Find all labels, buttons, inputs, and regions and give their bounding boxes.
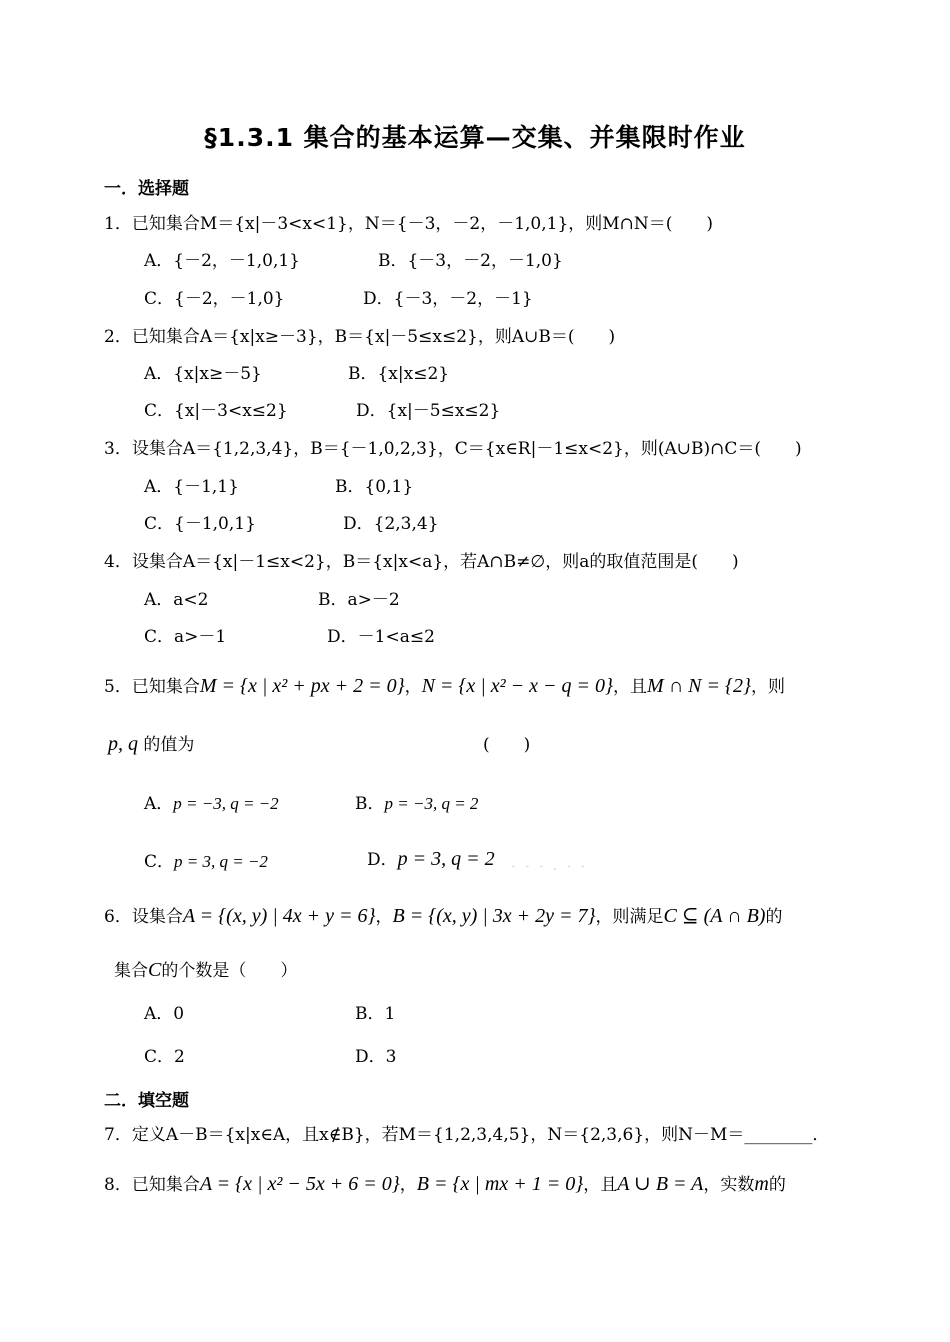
question-8-set-b: B = {x | mx + 1 = 0} — [416, 1173, 584, 1195]
question-6-text-count: 的个数是（ ） — [161, 961, 298, 981]
question-3-option-a: A．{－1,1} — [144, 477, 239, 497]
question-5-option-a-math: p = −3, q = −2 — [173, 794, 279, 813]
question-4-option-c: C．a>－1 — [144, 627, 227, 647]
question-6-set-b: B = {(x, y) | 3x + 2y = 7} — [392, 905, 596, 927]
question-6-stem — [104, 902, 782, 928]
question-5-faint-marks: - - - , - - — [512, 862, 589, 872]
question-8-text-b: ， — [399, 1175, 417, 1195]
question-5-answer-paren: ( ) — [483, 735, 531, 755]
question-5-text-d: ，则 — [750, 677, 785, 697]
question-6-c: C — [148, 959, 162, 981]
question-3-option-b: B．{0,1} — [335, 477, 414, 497]
question-6-text-c: ，则满足 — [595, 907, 664, 927]
question-5-option-c-label: C． — [144, 852, 175, 872]
question-8-set-a: A = {x | x² − 5x + 6 = 0} — [199, 1173, 400, 1195]
question-8-text-a: 8．已知集合 — [104, 1175, 200, 1195]
question-8-stem — [104, 1170, 786, 1196]
question-6-option-a: A．0 — [144, 1004, 185, 1024]
question-2-stem: 2．已知集合A＝{x|x≥－3}，B＝{x|－5≤x≤2}，则A∪B＝( ) — [104, 327, 616, 347]
question-6-subset: C ⊆ (A ∩ B) — [663, 905, 766, 927]
question-5-option-c — [144, 847, 268, 872]
question-5-stem-line2 — [108, 730, 194, 756]
question-4-stem: 4．设集合A＝{x|－1≤x<2}，B＝{x|x<a}，若A∩B≠∅，则a的取值范围是( ) — [104, 552, 739, 572]
question-2-option-c: C．{x|－3<x≤2} — [144, 401, 288, 421]
question-2-option-a: A．{x|x≥－5} — [144, 364, 262, 384]
question-5-text-a: 5．已知集合 — [104, 677, 200, 697]
question-6-text-b: ， — [375, 907, 393, 927]
question-3-option-d: D．{2,3,4} — [343, 514, 439, 534]
question-5-text-b: ， — [404, 677, 422, 697]
question-6-text-a: 6．设集合 — [104, 907, 183, 927]
question-4-option-a: A．a<2 — [144, 590, 209, 610]
question-6-text-d: 的 — [765, 907, 783, 927]
question-5-pq: p, q — [108, 733, 138, 755]
question-6-option-c: C．2 — [144, 1047, 185, 1067]
question-5-option-d-label: D． — [367, 850, 398, 870]
question-5-value-text: 的值为 — [143, 735, 195, 755]
question-6-option-d: D．3 — [355, 1047, 397, 1067]
question-3-stem: 3．设集合A＝{1,2,3,4}，B＝{－1,0,2,3}，C＝{x∈R|－1≤x<2}，则(A∪B)∩C＝( ) — [104, 439, 802, 459]
page-title: §1.3.1 集合的基本运算—交集、并集限时作业 — [204, 123, 746, 152]
question-1-option-c: C．{－2，－1,0} — [144, 289, 285, 309]
question-2-option-d: D．{x|－5≤x≤2} — [356, 401, 501, 421]
question-8-text-e: 的 — [768, 1175, 786, 1195]
question-1-option-b: B．{－3，－2，－1,0} — [378, 251, 563, 271]
question-8-union: A ∪ B = A — [617, 1173, 704, 1195]
question-5-option-b-label: B． — [355, 794, 385, 814]
question-1-option-d: D．{－3，－2，－1} — [363, 289, 533, 309]
question-5-set-n: N = {x | x² − x − q = 0} — [421, 675, 614, 697]
section-heading-fill: 二．填空题 — [104, 1091, 189, 1111]
question-5-set-m: M = {x | x² + px + 2 = 0} — [199, 675, 405, 697]
question-8-m: m — [754, 1173, 769, 1195]
question-6-text-set: 集合 — [114, 961, 148, 981]
question-6-option-b: B．1 — [355, 1004, 396, 1024]
question-4-option-b: B．a>－2 — [318, 590, 400, 610]
question-5-option-a-label: A． — [144, 794, 174, 814]
question-5-option-d-math: p = 3, q = 2 — [397, 848, 495, 870]
question-5-option-b-math: p = −3, q = 2 — [384, 794, 479, 813]
question-1-stem: 1．已知集合M＝{x|－3<x<1}，N＝{－3，－2，－1,0,1}，则M∩N＝( ) — [104, 214, 714, 234]
question-7-stem: 7．定义A－B＝{x|x∈A，且x∉B}，若M＝{1,2,3,4,5}，N＝{2,3,6}，则N－M＝________． — [104, 1125, 830, 1145]
question-5-option-c-math: p = 3, q = −2 — [174, 852, 268, 871]
question-3-option-c: C．{－1,0,1} — [144, 514, 256, 534]
question-8-text-c: ，且 — [583, 1175, 618, 1195]
question-5-option-a — [144, 789, 279, 814]
section-heading-choice: 一．选择题 — [104, 179, 189, 199]
question-5-option-b — [355, 789, 478, 814]
question-5-option-d — [367, 845, 495, 871]
question-2-option-b: B．{x|x≤2} — [348, 364, 450, 384]
question-8-text-d: ，实数 — [703, 1175, 755, 1195]
question-5-text-c: ，且 — [613, 677, 648, 697]
question-5-stem — [104, 672, 785, 698]
question-5-intersection: M ∩ N = {2} — [647, 675, 751, 697]
question-4-option-d: D．－1<a≤2 — [327, 627, 435, 647]
question-6-stem-line2 — [114, 956, 297, 982]
question-6-set-a: A = {(x, y) | 4x + y = 6} — [182, 905, 376, 927]
question-1-option-a: A．{－2，－1,0,1} — [144, 251, 300, 271]
